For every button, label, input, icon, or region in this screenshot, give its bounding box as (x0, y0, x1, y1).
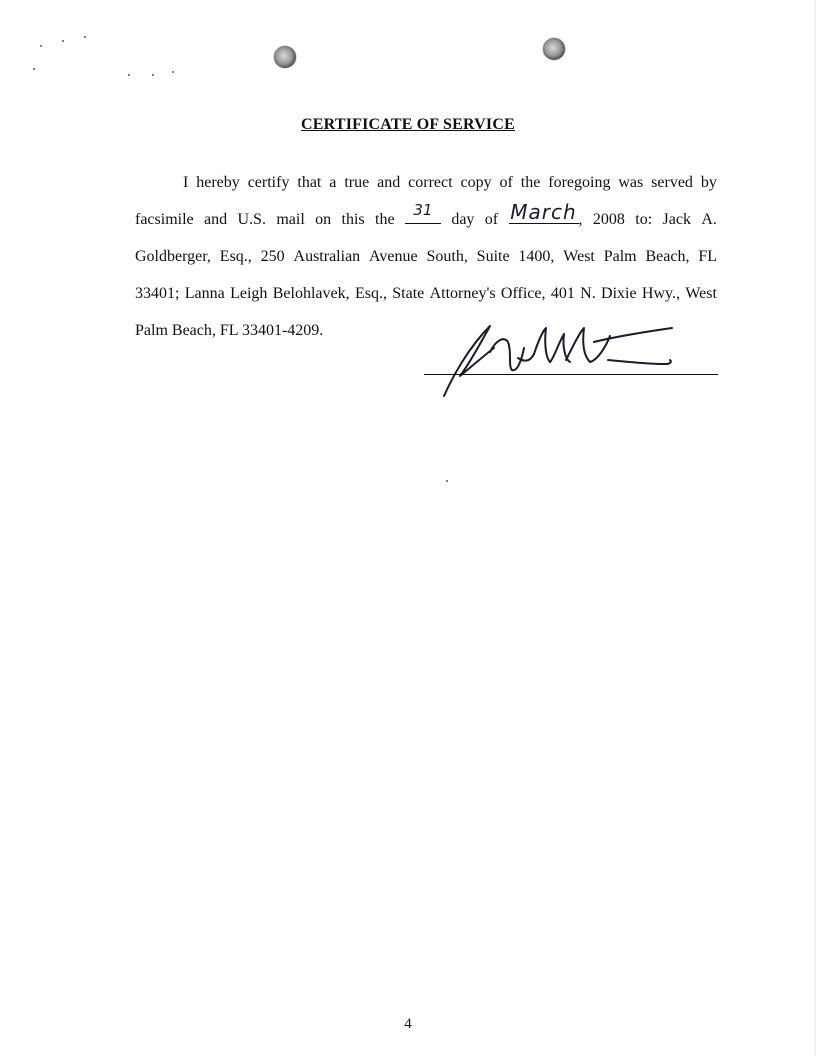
word: on (315, 211, 332, 228)
scan-speck (152, 74, 154, 76)
word: 2008 (592, 211, 625, 228)
word: foregoing (548, 174, 611, 191)
word: Beach, (645, 248, 690, 265)
word: West (685, 285, 717, 302)
handwritten-signature (438, 318, 678, 398)
word: hereby (196, 174, 240, 191)
month-blank (509, 201, 579, 224)
body-line-1 (135, 164, 717, 201)
word: Hwy., (641, 285, 680, 302)
word: of (499, 174, 513, 191)
word: this (341, 211, 365, 228)
word: Australian (293, 248, 361, 265)
body-line-3 (135, 238, 717, 275)
word: 250 (260, 248, 285, 265)
word: Palm (603, 248, 637, 265)
scan-speck (128, 74, 130, 76)
punch-hole-right (543, 38, 565, 60)
word: certify (247, 174, 290, 191)
scan-speck (40, 45, 42, 47)
word: Lanna (184, 285, 225, 302)
word: true (344, 174, 370, 191)
word: Office, (500, 285, 546, 302)
word: Dixie (601, 285, 637, 302)
word: by (700, 174, 717, 191)
word: and (204, 211, 228, 228)
word: Suite (476, 248, 510, 265)
body-line-4 (135, 275, 717, 312)
word: of (484, 211, 499, 228)
handwritten-month: March (510, 200, 577, 224)
word: day (451, 211, 475, 228)
word: Esq., (219, 248, 252, 265)
scan-speck (33, 68, 35, 70)
signature-line (424, 374, 718, 375)
word: Leigh (230, 285, 268, 302)
word: 33401; (135, 285, 180, 302)
day-blank (405, 201, 441, 224)
word: the (520, 174, 541, 191)
word: Jack (662, 211, 691, 228)
scan-speck (84, 36, 86, 38)
word: N. (580, 285, 596, 302)
word: U.S. (237, 211, 266, 228)
punch-hole-left (274, 46, 296, 68)
page-number: 4 (404, 1016, 412, 1032)
word: served (651, 174, 693, 191)
word: Esq., (354, 285, 387, 302)
word: West (563, 248, 595, 265)
word: I (183, 174, 189, 191)
word: and (377, 174, 401, 191)
word: correct (408, 174, 453, 191)
body-line-2 (135, 201, 717, 238)
handwritten-day: 31 (413, 201, 433, 219)
word: A. (701, 211, 717, 228)
word: Belohlavek, (272, 285, 350, 302)
word: facsimile (135, 211, 194, 228)
scan-speck (446, 480, 448, 482)
word: 1400, (518, 248, 555, 265)
scan-speck (62, 40, 64, 42)
word: Avenue (369, 248, 418, 265)
word: the (375, 211, 395, 228)
month-group (509, 201, 583, 238)
word: copy (460, 174, 492, 191)
word: FL (698, 248, 717, 265)
word: that (297, 174, 322, 191)
word: State (392, 285, 425, 302)
word: a (329, 174, 337, 191)
scan-speck (172, 71, 174, 73)
word: South, (426, 248, 468, 265)
word: Goldberger, (135, 248, 211, 265)
word: was (618, 174, 644, 191)
comma: , (578, 211, 583, 228)
word: mail (276, 211, 305, 228)
word: Attorney's (429, 285, 496, 302)
word: to: (635, 211, 653, 228)
word: 401 (550, 285, 575, 302)
body-line-5: Palm Beach, FL 33401-4209. (135, 322, 324, 339)
document-title: CERTIFICATE OF SERVICE (301, 116, 515, 133)
